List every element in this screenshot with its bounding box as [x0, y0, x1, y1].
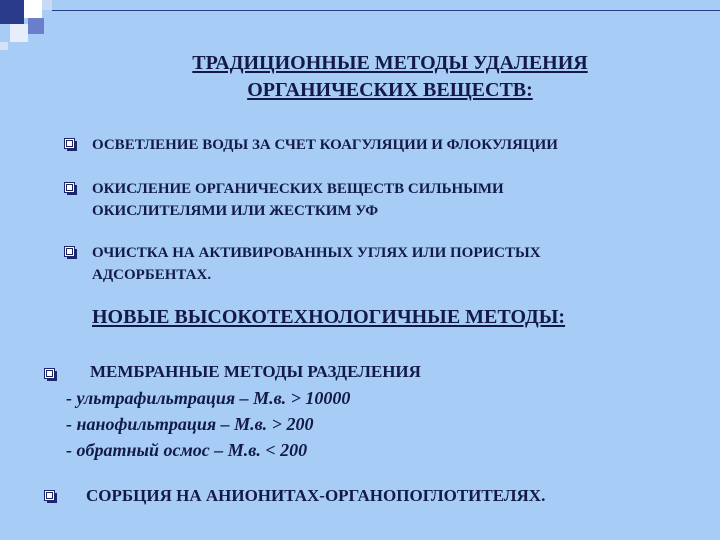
- corner-square-mid: [28, 18, 44, 34]
- title-line-1: ТРАДИЦИОННЫЕ МЕТОДЫ УДАЛЕНИЯ: [192, 52, 588, 74]
- traditional-method-line: ОКИСЛИТЕЛЯМИ ИЛИ ЖЕСТКИМ УФ: [92, 203, 379, 219]
- traditional-method-line: ОКИСЛЕНИЕ ОРГАНИЧЕСКИХ ВЕЩЕСТВ СИЛЬНЫМИ: [92, 181, 504, 197]
- membrane-methods-label: МЕМБРАННЫЕ МЕТОДЫ РАЗДЕЛЕНИЯ: [90, 362, 421, 381]
- traditional-method-item: [92, 178, 504, 222]
- corner-square-dark: [0, 0, 24, 24]
- new-methods-heading: НОВЫЕ ВЫСОКОТЕХНОЛОГИЧНЫЕ МЕТОДЫ:: [92, 306, 566, 328]
- bullet-box-icon: [64, 246, 75, 257]
- membrane-item: - ультрафильтрация – М.в. > 10000: [66, 388, 351, 408]
- traditional-method-line: ОЧИСТКА НА АКТИВИРОВАННЫХ УГЛЯХ ИЛИ ПОРИСТЫХ: [92, 245, 541, 261]
- corner-square-light: [42, 0, 52, 10]
- traditional-method-line: ОСВЕТЛЕНИЕ ВОДЫ ЗА СЧЕТ КОАГУЛЯЦИИ И ФЛОКУЛЯЦИИ: [92, 137, 558, 153]
- top-rule: [52, 10, 720, 11]
- bullet-box-icon: [64, 138, 75, 149]
- traditional-method-item: [92, 134, 558, 156]
- membrane-item: - обратный осмос – М.в. < 200: [66, 440, 308, 460]
- bullet-box-icon: [44, 490, 55, 501]
- slide-title: [90, 50, 690, 104]
- bullet-box-icon: [64, 182, 75, 193]
- membrane-item: - нанофильтрация – М.в. > 200: [66, 414, 314, 434]
- bullet-box-icon: [44, 368, 55, 379]
- corner-square-light: [10, 24, 28, 42]
- traditional-method-item: [92, 242, 541, 286]
- traditional-method-line: АДСОРБЕНТАХ.: [92, 267, 212, 283]
- sorption-label: СОРБЦИЯ НА АНИОНИТАХ-ОРГАНОПОГЛОТИТЕЛЯХ.: [86, 486, 546, 505]
- title-line-2: ОРГАНИЧЕСКИХ ВЕЩЕСТВ:: [247, 79, 533, 101]
- corner-square-light: [24, 0, 42, 18]
- corner-square-light: [0, 42, 8, 50]
